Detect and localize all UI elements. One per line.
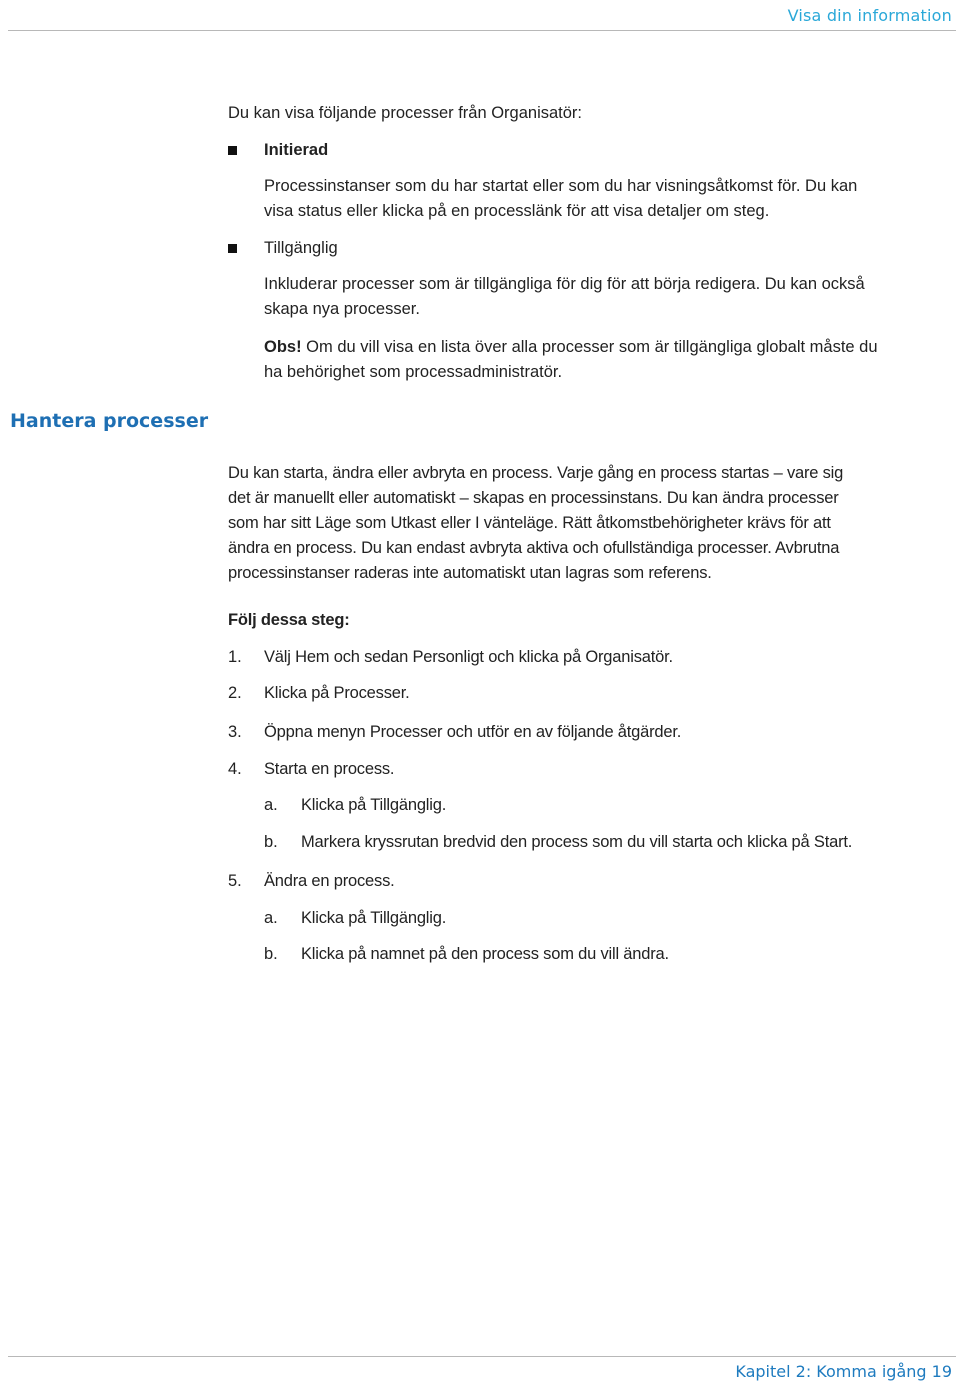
running-footer: Kapitel 2: Komma igång 19	[735, 1362, 952, 1381]
substep-letter: a.	[264, 796, 278, 814]
step-number: 2.	[228, 684, 242, 702]
bullet-square-icon	[228, 244, 237, 253]
substep-letter: a.	[264, 909, 278, 927]
step-number: 4.	[228, 760, 242, 778]
substep-letter: b.	[264, 945, 278, 963]
bullet-body-line: Inkluderar processer som är tillgängliga för dig för att börja redigera. Du kan också	[264, 275, 865, 293]
substep-text: Klicka på Tillgänglig.	[301, 909, 447, 927]
paragraph-line: ändra en process. Du kan endast avbryta aktiva och ofullständiga processer. Avbrutna	[228, 539, 840, 557]
intro-lead: Du kan visa följande processer från Organisatör:	[228, 104, 583, 122]
substep-letter: b.	[264, 833, 278, 851]
step-number: 5.	[228, 872, 242, 890]
step-text: Välj Hem och sedan Personligt och klicka på Organisatör.	[264, 648, 673, 666]
step-text: Starta en process.	[264, 760, 395, 778]
paragraph-line: Du kan starta, ändra eller avbryta en process. Varje gång en process startas – vare sig	[228, 464, 844, 482]
steps-heading: Följ dessa steg:	[228, 611, 350, 629]
note-label: Obs!	[264, 338, 302, 356]
note-line	[264, 335, 878, 360]
bullet-square-icon	[228, 146, 237, 155]
note-text: Om du vill visa en lista över alla processer som är tillgängliga globalt måste du	[301, 338, 878, 356]
step-number: 3.	[228, 723, 242, 741]
note-line: ha behörighet som processadministratör.	[264, 363, 563, 381]
bullet-body-line: Processinstanser som du har startat eller som du har visningsåtkomst för. Du kan	[264, 177, 858, 195]
header-divider	[8, 30, 956, 31]
section-heading: Hantera processer	[10, 410, 209, 432]
bullet-title-initierad: Initierad	[264, 141, 329, 159]
step-text: Ändra en process.	[264, 872, 395, 890]
step-text: Klicka på Processer.	[264, 684, 410, 702]
step-number: 1.	[228, 648, 242, 666]
bullet-body-line: skapa nya processer.	[264, 300, 420, 318]
bullet-body-line: visa status eller klicka på en processlänk för att visa detaljer om steg.	[264, 202, 770, 220]
bullet-title-tillganglig: Tillgänglig	[264, 239, 338, 257]
step-text: Öppna menyn Processer och utför en av följande åtgärder.	[264, 723, 682, 741]
paragraph-line: det är manuellt eller automatiskt – skapas en processinstans. Du kan ändra processer	[228, 489, 839, 507]
substep-text: Klicka på Tillgänglig.	[301, 796, 447, 814]
footer-divider	[8, 1356, 956, 1357]
substep-text: Klicka på namnet på den process som du vill ändra.	[301, 945, 669, 963]
substep-text: Markera kryssrutan bredvid den process som du vill starta och klicka på Start.	[301, 833, 853, 851]
running-header: Visa din information	[787, 6, 952, 25]
paragraph-line: som har sitt Läge som Utkast eller I vänteläge. Rätt åtkomstbehörigheter krävs för att	[228, 514, 831, 532]
paragraph-line: processinstanser raderas inte automatiskt utan lagras som referens.	[228, 564, 712, 582]
